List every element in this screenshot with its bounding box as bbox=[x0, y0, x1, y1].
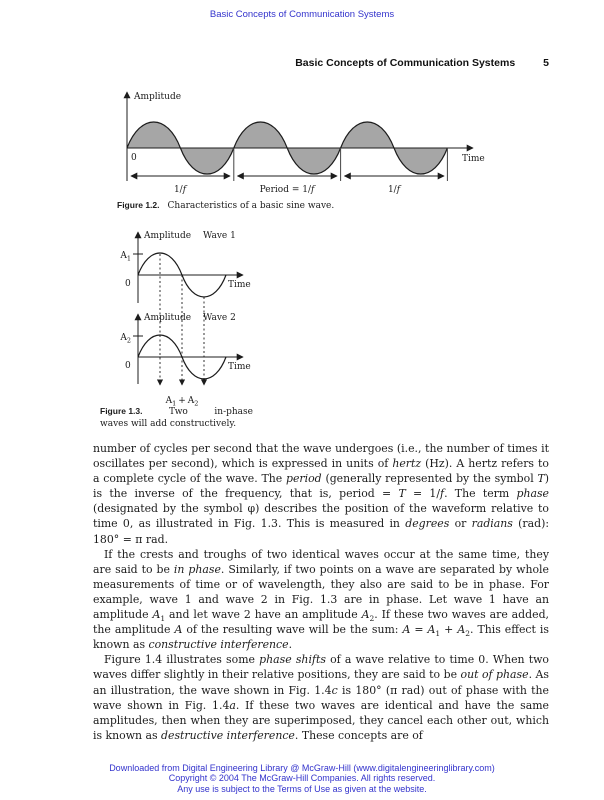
figure-1-3-caption-word: Two bbox=[169, 407, 188, 417]
wave1-title: Wave 1 bbox=[203, 231, 236, 241]
figure-1-2-sine-wave-diagram bbox=[85, 85, 555, 197]
wave1-time-axis-label: Time bbox=[228, 280, 251, 290]
figure-1-3-two-waves-diagram bbox=[95, 227, 263, 409]
wave2-amplitude-axis-label: Amplitude bbox=[144, 313, 192, 323]
footer bbox=[0, 763, 604, 794]
figure-1-3-caption bbox=[100, 406, 253, 430]
page-number: 5 bbox=[543, 57, 549, 69]
figure-1-2-caption-label: Figure 1.2. bbox=[117, 200, 160, 210]
amplitude-sum-label: $A_1 + A_2$ bbox=[165, 396, 199, 408]
period-label-right: 1/f bbox=[387, 185, 401, 195]
figure-1-2-caption-text: Characteristics of a basic sine wave. bbox=[167, 201, 335, 211]
wave1-amplitude-value-label: $A_1$ bbox=[120, 251, 131, 263]
body-text bbox=[93, 441, 549, 743]
paragraph: If the crests and troughs of two identical waves occur at the same time, they are said to be in phase. Similarly, if two points on a wave are separated by whole measurements of time or of wavelength, they also are said to be in phase. For example, wave 1 and wave 2 in Fig. 1.3 are in phase. Let wave 1 have an amplitude $A_1$ and let wave 2 have an amplitude $A_2$. If these two waves are added, the amplitude A of the resulting wave will be the sum: $A = A_1 + A_2$. This effect is known as constructive interference. bbox=[93, 547, 549, 652]
paragraph: Figure 1.4 illustrates some phase shifts of a wave relative to time 0. When two waves differ slightly in their relative positions, they are said to be out of phase. As an illustration, the wave shown in Fig. 1.4c is 180° (π rad) out of phase with the wave shown in Fig. 1.4a. If these two waves are identical and have the same amplitudes, then when they are superimposed, they cancel each other out, which is known as destructive interference. These concepts are of bbox=[93, 653, 549, 742]
amplitude-axis-label: Amplitude bbox=[134, 92, 182, 102]
period-label-left: 1/f bbox=[173, 185, 187, 195]
running-head bbox=[93, 57, 549, 69]
wave2-time-axis-label: Time bbox=[228, 362, 251, 372]
figure-1-3-caption-label: Figure 1.3. bbox=[100, 406, 143, 416]
top-breadcrumb-link[interactable]: Basic Concepts of Communication Systems bbox=[209, 9, 395, 20]
figure-1-3-caption-word: in-phase bbox=[214, 407, 253, 417]
paragraph: number of cycles per second that the wave undergoes (i.e., the number of times it oscillates per second), which is expressed in units of hertz (Hz). A hertz refers to a complete cycle of the wave. The period (generally represented by the symbol T) is the inverse of the frequency, that is, period = T = 1/f. The term phase (designated by the symbol φ) describes the position of the waveform relative to time 0, as illustrated in Fig. 1.3. This is measured in degrees or radians (rad): 180° = π rad. bbox=[93, 442, 549, 546]
figure-1-2-caption bbox=[117, 200, 417, 211]
wave1-origin-label: 0 bbox=[125, 279, 131, 289]
wave2-amplitude-value-label: $A_2$ bbox=[120, 333, 131, 345]
wave2-title: Wave 2 bbox=[203, 313, 236, 323]
footer-copyright-line: Copyright © 2004 The McGraw-Hill Companies. All rights reserved. bbox=[168, 773, 436, 784]
period-label-middle: Period = 1/f bbox=[259, 185, 315, 195]
origin-label: 0 bbox=[131, 153, 137, 163]
time-axis-label: Time bbox=[462, 154, 485, 164]
figure-1-3-caption-line2: waves will add constructively. bbox=[100, 418, 237, 429]
footer-terms-line: Any use is subject to the Terms of Use as given at the website. bbox=[177, 783, 427, 794]
footer-download-link[interactable]: Downloaded from Digital Engineering Library @ McGraw-Hill (www.digitalengineeringlibrary.com) bbox=[109, 763, 495, 773]
wave2-origin-label: 0 bbox=[125, 361, 131, 371]
wave1-amplitude-axis-label: Amplitude bbox=[144, 231, 192, 241]
running-head-title: Basic Concepts of Communication Systems bbox=[295, 57, 516, 69]
